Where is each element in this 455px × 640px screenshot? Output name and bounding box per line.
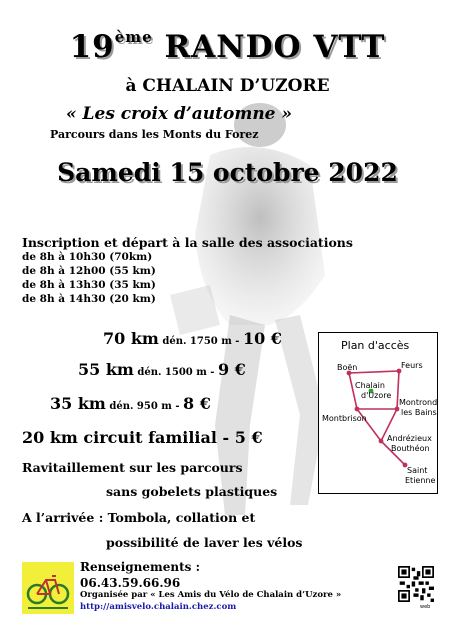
schedule-line: de 8h à 12h00 (55 km): [22, 265, 156, 277]
course-price: 9 €: [217, 360, 246, 379]
map-label-st-etienne: Etienne: [405, 476, 436, 485]
organizer-text: Organisée par « Les Amis du Vélo de Chalain d’Uzore »: [80, 590, 342, 600]
map-label-chalain: Chalain: [355, 381, 385, 390]
course-price: 8 €: [182, 394, 211, 413]
access-map: [318, 332, 438, 494]
schedule-line: de 8h à 13h30 (35 km): [22, 279, 156, 291]
course-55km: [78, 360, 246, 379]
info-line: possibilité de laver les vélos: [106, 535, 303, 550]
map-label-feurs: Feurs: [401, 361, 423, 370]
course-distance: 20 km circuit familial -: [22, 428, 235, 447]
map-label-st-etienne: Saint: [407, 466, 428, 475]
qr-code-icon: [398, 566, 434, 602]
course-70km: [103, 329, 282, 348]
map-title: Plan d'accès: [341, 339, 410, 352]
website-link[interactable]: http://amisvelo.chalain.chez.com: [80, 602, 237, 612]
club-logo: [22, 562, 74, 614]
edition-number: 19: [69, 29, 115, 65]
event-name: RANDO VTT: [164, 29, 386, 65]
bicycle-icon: [22, 562, 74, 614]
contact-phone: 06.43.59.66.96: [80, 576, 181, 590]
contact-heading: Renseignements :: [80, 560, 200, 574]
event-region: Parcours dans les Monts du Forez: [50, 128, 259, 141]
map-label-montrond: les Bains: [401, 408, 437, 417]
access-map-drawing: [319, 333, 437, 493]
course-35km: [50, 394, 211, 413]
event-location: à CHALAIN D’UZORE: [125, 76, 330, 96]
map-label-andrezieux: Andrézieux: [387, 434, 432, 443]
course-elevation: dén. 1500 m -: [133, 367, 218, 378]
event-date: Samedi 15 octobre 2022: [57, 158, 398, 187]
course-price: 10 €: [242, 329, 282, 348]
event-slogan: « Les croix d’automne »: [66, 104, 293, 124]
map-label-boen: Boën: [337, 363, 358, 372]
event-title: [0, 28, 455, 65]
edition-suffix: ème: [114, 28, 153, 46]
course-elevation: dén. 950 m -: [105, 401, 183, 412]
registration-heading: Inscription et départ à la salle des associations: [22, 235, 353, 250]
course-distance: 35 km: [50, 394, 106, 413]
course-price: 5 €: [234, 428, 263, 447]
course-distance: 70 km: [103, 329, 159, 348]
info-line: Ravitaillement sur les parcours: [22, 460, 243, 475]
info-line: sans gobelets plastiques: [106, 484, 278, 499]
info-line: A l’arrivée : Tombola, collation et: [22, 510, 256, 525]
course-distance: 55 km: [78, 360, 134, 379]
schedule-line: de 8h à 10h30 (70km): [22, 251, 153, 263]
course-elevation: dén. 1750 m -: [158, 336, 243, 347]
map-label-montrond: Montrond: [399, 398, 437, 407]
schedule-line: de 8h à 14h30 (20 km): [22, 293, 156, 305]
map-label-chalain: d'Uzore: [361, 391, 392, 400]
map-label-andrezieux: Bouthéon: [391, 444, 430, 453]
qr-label: web: [420, 604, 431, 610]
map-label-montbrison: Montbrison: [322, 414, 367, 423]
course-20km: [22, 428, 263, 447]
